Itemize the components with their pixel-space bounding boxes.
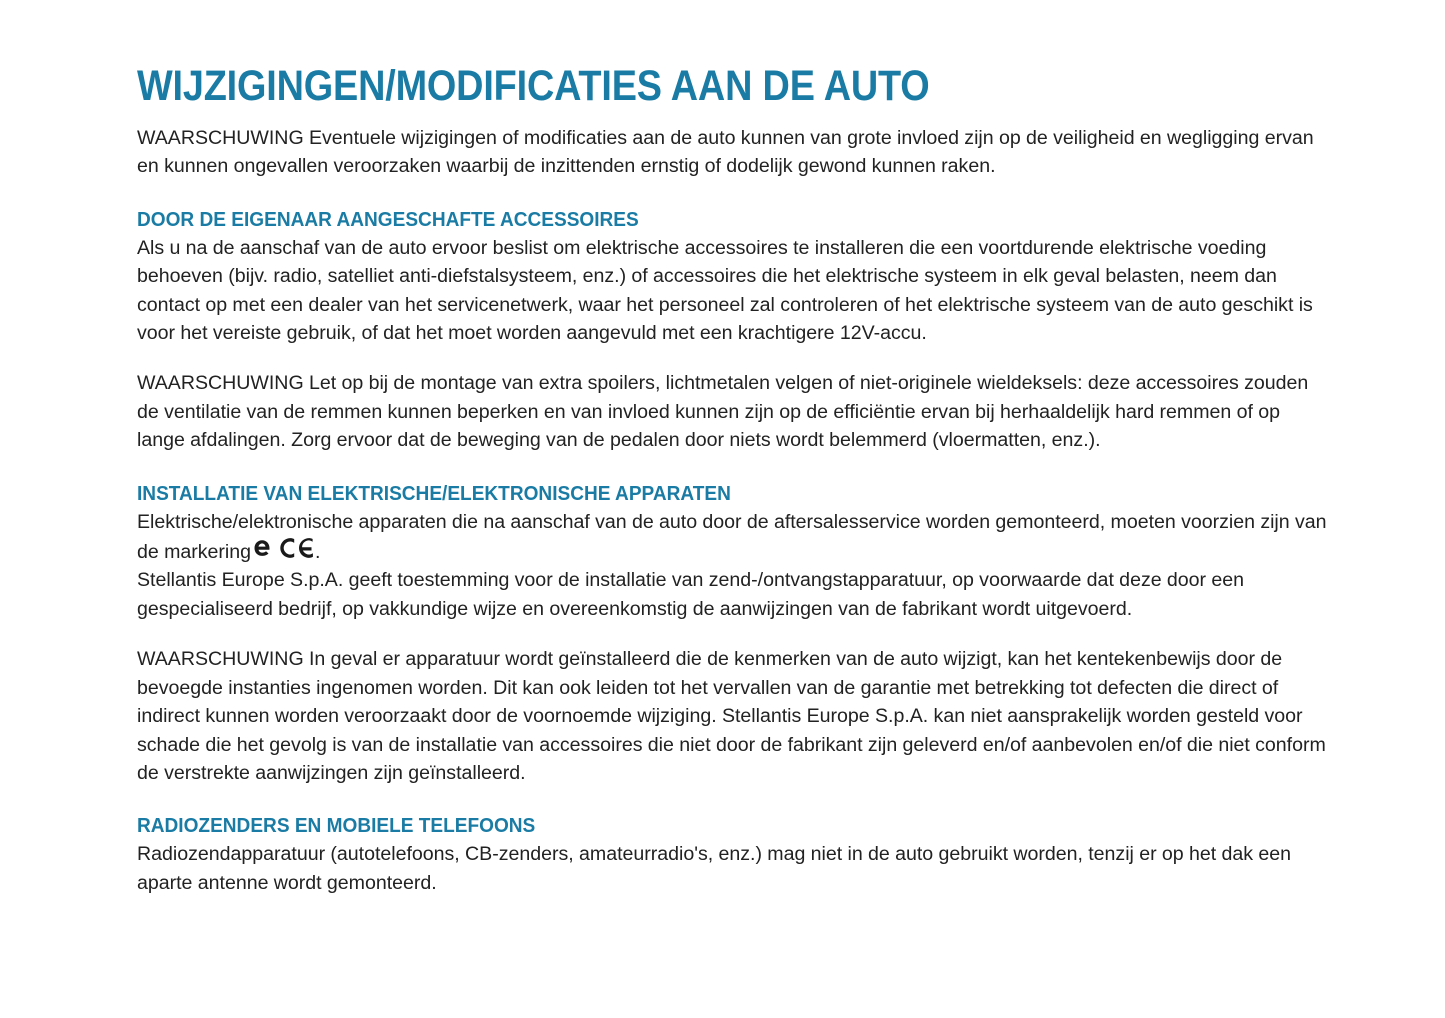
marking-paragraph-text-after: . <box>315 541 321 564</box>
section-installatie-paragraph-2: WAARSCHUWING In geval er apparatuur wordt geïnstalleerd die de kenmerken van de auto wijzigt, kan het kentekenbewijs door de bevoegde instanties ingenomen worden. Dit kan ook leiden tot het vervallen van de garantie met betrekking tot defecten die direct of indirect kunnen worden veroorzaakt door de voornoemde wijziging. Stellantis Europe S.p.A. kan niet aansprakelijk worden gesteld voor schade die het gevolg is van de installatie van accessoires die niet door de fabrikant zijn geleverd en/of aanbevolen en/of die niet conform de verstrekte aanwijzingen zijn geïnstalleerd. <box>137 648 1326 784</box>
spacer <box>137 787 1329 813</box>
section-accessoires-paragraph-2: WAARSCHUWING Let op bij de montage van extra spoilers, lichtmetalen velgen of niet-originele wieldeksels: deze accessoires zouden de ventilatie van de remmen kunnen beperken en van invloed kunnen zijn op de efficiëntie ervan bij herhaaldelijk hard remmen of op lange afdalingen. Zorg ervoor dat de beweging van de pedalen door niets wordt belemmerd (vloermatten, enz.). <box>137 372 1309 452</box>
section-heading-accessoires: DOOR DE EIGENAAR AANGESCHAFTE ACCESSOIRES <box>137 207 639 231</box>
page-title: WIJZIGINGEN/MODIFICATIES AAN DE AUTO <box>137 62 930 110</box>
spacer <box>137 181 1329 207</box>
section-installatie-paragraph-1: Stellantis Europe S.p.A. geeft toestemming voor de installatie van zend-/ontvangstapparatuur, op voorwaarde dat deze door een gespecialiseerd bedrijf, op vakkundige wijze en overeenkomstig de aanwijzingen van de fabrikant wordt uitgevoerd. <box>137 569 1245 620</box>
spacer <box>137 623 1329 645</box>
section-installatie-marking-paragraph <box>137 508 1329 567</box>
section-heading-radiozenders: RADIOZENDERS EN MOBIELE TELEFOONS <box>137 814 536 838</box>
page-content <box>137 62 1329 897</box>
ce-mark-icon <box>279 537 315 559</box>
intro-warning-paragraph: WAARSCHUWING Eventuele wijzigingen of modificaties aan de auto kunnen van grote invloed zijn op de veiligheid en wegligging ervan en kunnen ongevallen veroorzaken waarbij de inzittenden ernstig of dodelijk gewond kunnen raken. <box>137 127 1314 178</box>
section-accessoires-paragraph-1: Als u na de aanschaf van de auto ervoor beslist om elektrische accessoires te installeren die een voortdurende elektrische voeding behoeven (bijv. radio, satelliet anti-diefstalsysteem, enz.) of accessoires die het elektrische systeem in elk geval belasten, neem dan contact op met een dealer van het servicenetwerk, waar het personeel zal controleren of het elektrische systeem van de auto geschikt is voor het vereiste gebruik, of dat het moet worden aangevuld met een krachtigere 12V-accu. <box>137 236 1313 345</box>
conformity-markings <box>251 537 315 559</box>
section-heading-installatie: INSTALLATIE VAN ELEKTRISCHE/ELEKTRONISCHE APPARATEN <box>137 481 731 505</box>
marking-paragraph-text-before: Elektrische/elektronische apparaten die na aanschaf van de auto door de aftersalesservice worden gemonteerd, moeten voorzien zijn van de markering <box>137 510 1327 564</box>
e-mark-icon <box>251 537 273 559</box>
spacer <box>137 347 1329 369</box>
section-radiozenders-paragraph-1: Radiozendapparatuur (autotelefoons, CB-zenders, amateurradio's, enz.) mag niet in de auto gebruikt worden, tenzij er op het dak een aparte antenne wordt gemonteerd. <box>137 843 1291 894</box>
spacer <box>137 455 1329 481</box>
